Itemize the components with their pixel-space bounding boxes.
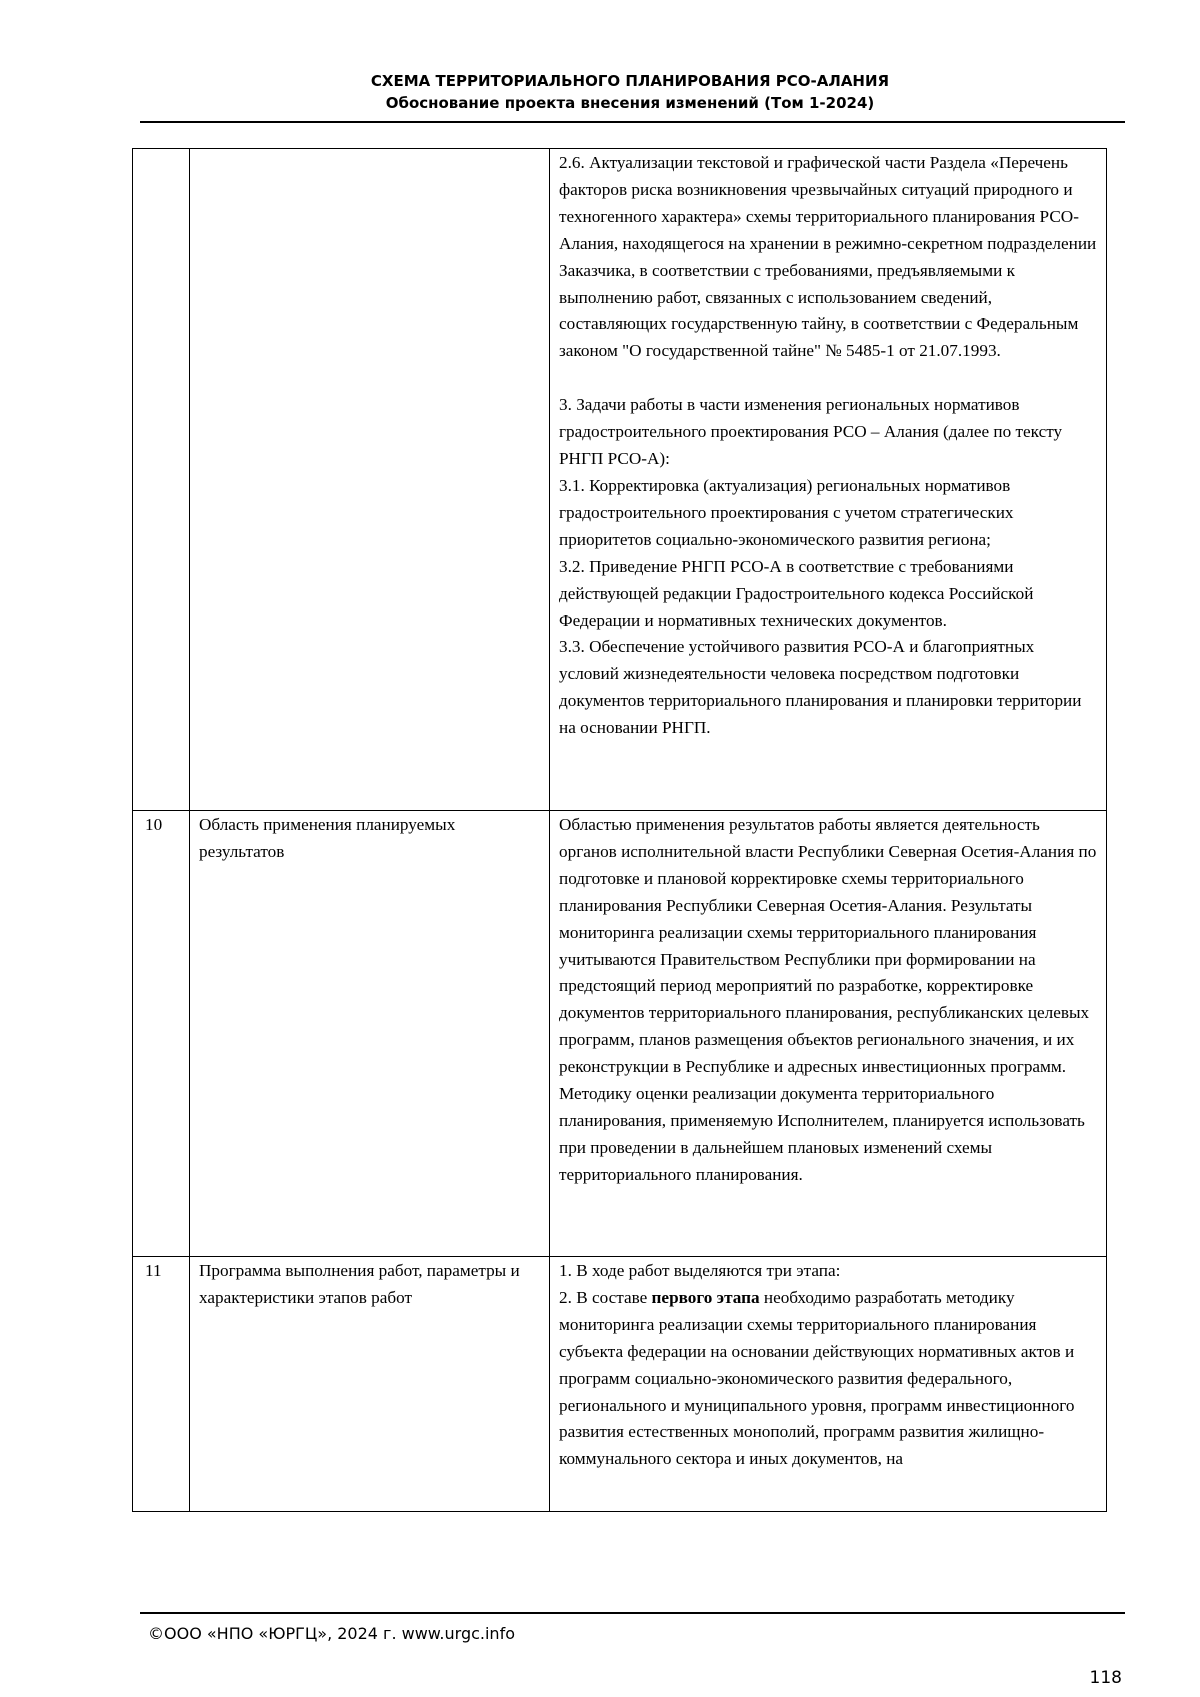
row-number: 11 (133, 1257, 190, 1512)
row-description (550, 811, 1107, 1257)
emphasis-text: первого этапа (651, 1287, 760, 1307)
paragraph: Областью применения результатов работы является деятельность органов исполнительной власти Республики Северная Осетия-Алания по подготовке и плановой корректировке схемы территориального планирования Республики Северная Осетия-Алания. Результаты мониторинга реализации схемы территориального планирования учитываются Правительством Республики при формировании на предстоящий период мероприятий по разработке, корректировке документов территориального планирования, республиканских целевых программ, планов размещения объектов регионального значения, и их реконструкции в Республике и адресных инвестиционных программ. Методику оценки реализации документа территориального планирования, применяемую Исполнителем, планируется использовать при проведении в дальнейшем плановых изменений схемы территориального планирования. (559, 815, 1097, 1184)
row-number (133, 149, 190, 811)
table-row (133, 811, 1107, 1257)
row-number: 10 (133, 811, 190, 1257)
paragraph: 3.2. Приведение РНГП РСО-А в соответствие с требованиями действующей редакции Градостроительного кодекса Российской Федерации и нормативных технических документов. (559, 556, 1034, 630)
header-title: СХЕМА ТЕРРИТОРИАЛЬНОГО ПЛАНИРОВАНИЯ РСО-АЛАНИЯ (370, 72, 890, 90)
page-header (140, 70, 1120, 114)
paragraph-spacer (559, 365, 1098, 392)
page-number: 118 (1089, 1668, 1122, 1688)
table-row (133, 149, 1107, 811)
header-subtitle: Обоснование проекта внесения изменений (Том 1-2024) (385, 94, 875, 112)
paragraph-text: 2. В составе (559, 1287, 652, 1307)
paragraph: 3.1. Корректировка (актуализация) региональных нормативов градостроительного проектирования с учетом стратегических приоритетов социально-экономического развития региона; (559, 475, 1014, 549)
row-description (550, 1257, 1107, 1512)
footer-divider (140, 1612, 1125, 1614)
paragraph: 3. Задачи работы в части изменения региональных нормативов градостроительного проектирования РСО – Алания (далее по тексту РНГП РСО-А): (559, 395, 1063, 469)
paragraph: 2.6. Актуализации текстовой и графической части Раздела «Перечень факторов риска возникновения чрезвычайных ситуаций природного и техногенного характера» схемы территориального планирования РСО-Алания, находящегося на хранении в режимно-секретном подразделении Заказчика, в соответствии с требованиями, предъявляемыми к выполнению работ, связанных с использованием сведений, составляющих государственную тайну, в соответствии с Федеральным законом "О государственной тайне" № 5485-1 от 21.07.1993. (559, 153, 1097, 361)
row-description (550, 149, 1107, 811)
footer-copyright: ©ООО «НПО «ЮРГЦ», 2024 г. www.urgc.info (148, 1624, 515, 1643)
paragraph-text: необходимо разработать методику мониторинга реализации схемы территориального планирования субъекта федерации на основании действующих нормативных актов и программ социально-экономического развития федерального, регионального и муниципального уровня, программ инвестиционного развития естественных монополий, программ развития жилищно-коммунального сектора и иных документов, на (559, 1287, 1075, 1469)
row-title: Программа выполнения работ, параметры и характеристики этапов работ (190, 1257, 550, 1512)
paragraph: 1. В ходе работ выделяются три этапа: (559, 1261, 841, 1280)
paragraph: 3.3. Обеспечение устойчивого развития РСО-А и благоприятных условий жизнедеятельности человека посредством подготовки документов территориального планирования и планировки территории на основании РНГП. (559, 637, 1082, 738)
header-divider (140, 121, 1125, 123)
row-title: Область применения планируемых результатов (190, 811, 550, 1257)
paragraph (559, 1285, 1098, 1473)
table-row (133, 1257, 1107, 1512)
row-title (190, 149, 550, 811)
requirements-table (132, 148, 1107, 1512)
